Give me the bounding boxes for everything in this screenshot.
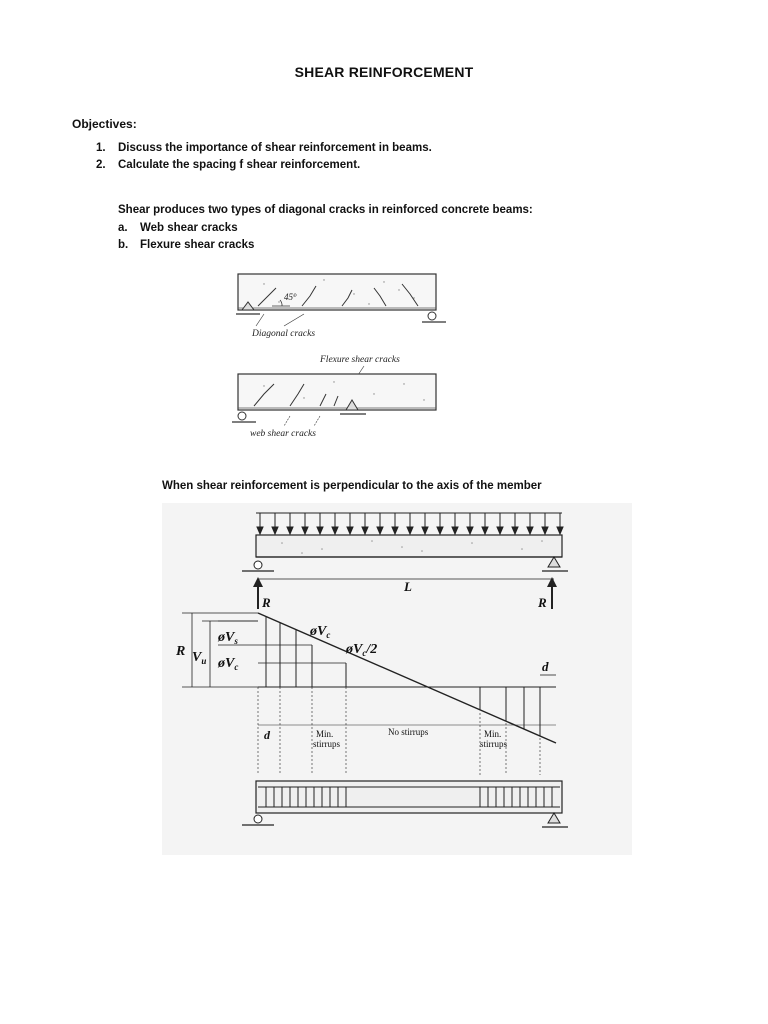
crack-type-text: Web shear cracks — [140, 222, 238, 234]
zone-min-right-label: Min. — [484, 729, 502, 739]
roller-support-icon — [232, 412, 256, 422]
span-label: L — [404, 579, 412, 594]
zone-min-left-label-2: stirrups — [313, 739, 340, 749]
reaction-right-label: R — [538, 595, 547, 610]
beam-diagonal-cracks — [236, 274, 446, 339]
zone-none-label: No stirrups — [388, 727, 429, 737]
intro-paragraph: Shear produces two types of diagonal cracks in reinforced concrete beams: — [118, 204, 533, 216]
phi-vc-label: $øV_c$ — [218, 656, 239, 672]
crack-type-text: Flexure shear cracks — [140, 238, 255, 251]
phi-vs-label: $øV_s$ — [218, 630, 238, 646]
objective-text: Calculate the spacing f shear reinforcement. — [118, 159, 361, 171]
objective-number: 2. — [96, 159, 106, 171]
crack-type-letter: b. — [118, 238, 129, 251]
crack-types-list — [118, 220, 254, 253]
objective-item — [96, 157, 432, 174]
page-title: SHEAR REINFORCEMENT — [294, 64, 474, 80]
crack-type-item — [118, 237, 254, 254]
objectives-heading: Objectives: — [72, 117, 137, 131]
objectives-list — [96, 140, 432, 174]
roller-support-icon — [422, 312, 446, 322]
objective-number: 1. — [96, 142, 106, 154]
d-left-label: d — [264, 728, 270, 742]
reaction-left-label: R — [262, 595, 271, 610]
r-dimension-label: R — [176, 644, 186, 659]
flexure-shear-cracks-label: Flexure shear cracks — [320, 355, 400, 365]
zone-min-right-label-2: stirrups — [480, 739, 507, 749]
crack-type-letter: a. — [118, 222, 128, 234]
diagonal-cracks-label: Diagonal cracks — [252, 329, 316, 339]
vu-label: $V_u$ — [192, 650, 207, 666]
shear-diagram-figure — [162, 503, 632, 855]
phi-vc-top-label: $øV_c$ — [310, 624, 331, 640]
d-right-label: d — [542, 659, 549, 674]
objective-item — [96, 140, 432, 157]
figure2-caption: When shear reinforcement is perpendicular to the axis of the member — [162, 480, 542, 492]
crack-type-item — [118, 220, 254, 237]
crack-types-figure — [224, 266, 460, 442]
phi-vc-half-label: $øV_c/2$ — [346, 642, 378, 658]
beam-web-flexure-cracks — [232, 374, 436, 439]
objective-text: Discuss the importance of shear reinforcement in beams. — [118, 142, 432, 154]
angle-label: 45° — [284, 292, 297, 302]
web-shear-cracks-label: web shear cracks — [250, 429, 316, 439]
zone-min-left-label: Min. — [316, 729, 334, 739]
